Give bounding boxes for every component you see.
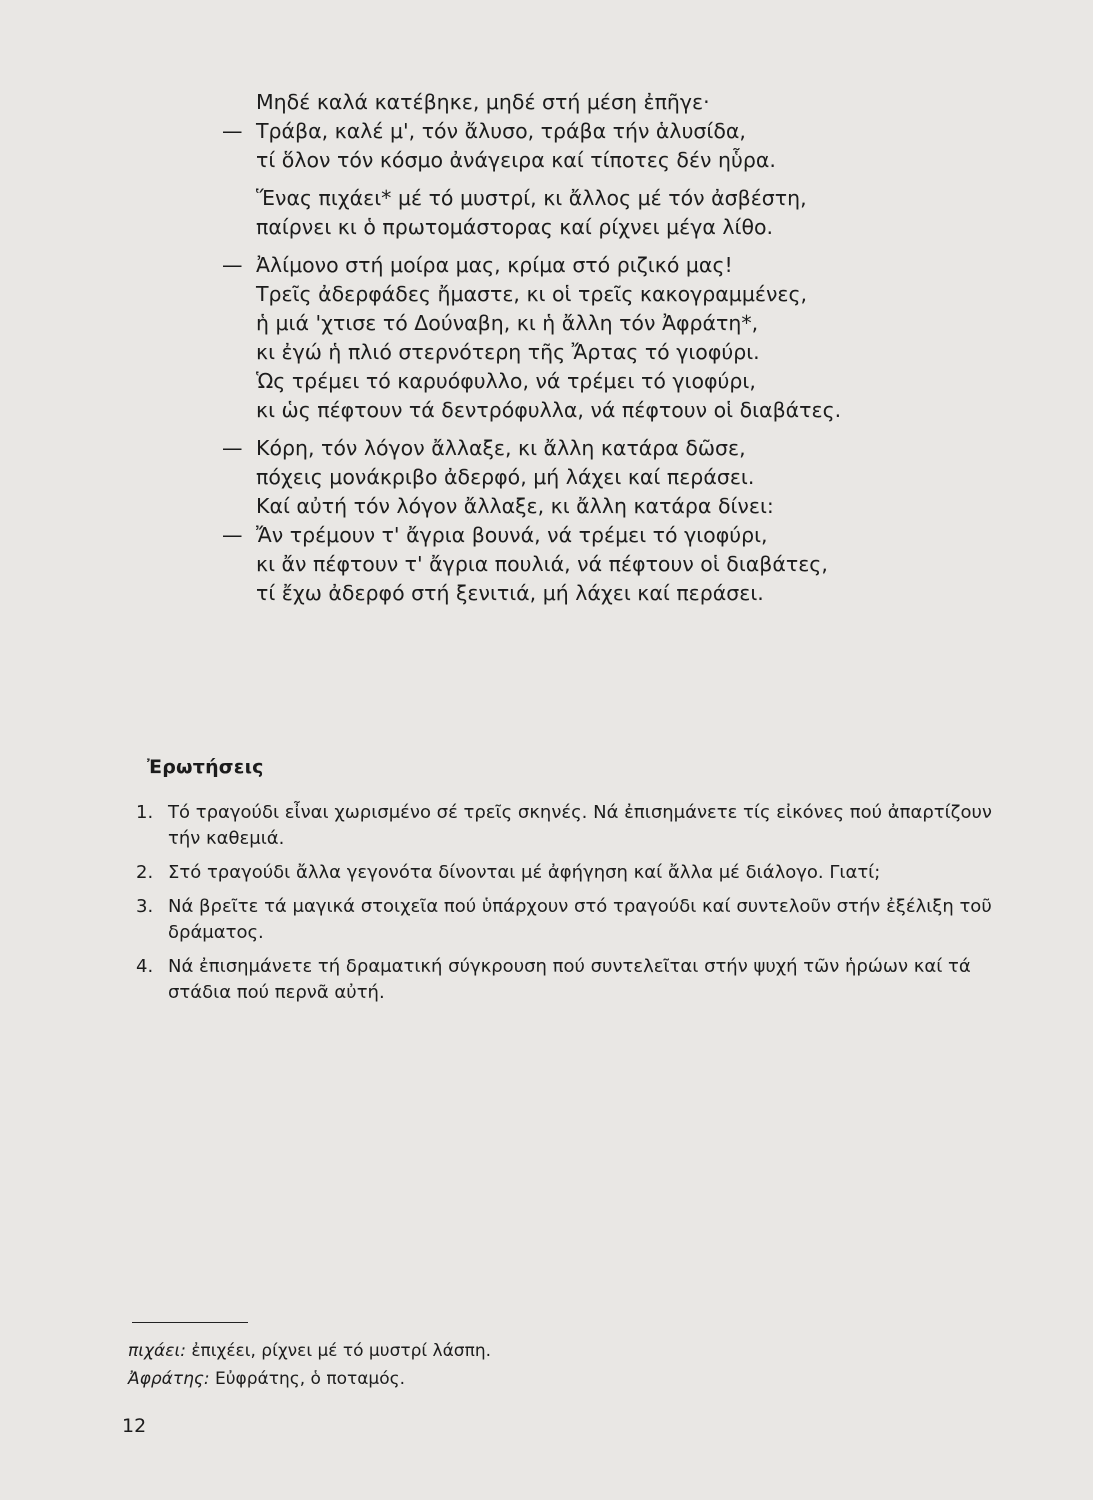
footnote <box>128 1337 491 1365</box>
poem-line <box>0 184 1093 213</box>
dialogue-dash: — <box>222 436 243 460</box>
poem-line <box>0 117 1093 146</box>
poem-line-text: κι ὡς πέφτουν τά δεντρόφυλλα, νά πέφτουν οἱ διαβάτες. <box>256 398 842 422</box>
question-item <box>0 860 1093 886</box>
poem-line-text: Ἀλίμονο στή μοίρα μας, κρίμα στό ριζικό μας! <box>256 253 733 277</box>
poem-line <box>0 309 1093 338</box>
poem-line <box>0 338 1093 367</box>
poem-line <box>0 280 1093 309</box>
poem-line-text: Τρεῖς ἀδερφάδες ἤμαστε, κι οἱ τρεῖς κακογραμμένες, <box>256 282 808 306</box>
poem-line <box>0 88 1093 117</box>
poem-line <box>0 396 1093 425</box>
poem-line-text: τί ἔχω ἀδερφό στή ξενιτιά, μή λάχει καί περάσει. <box>256 581 764 605</box>
question-number: 2. <box>136 862 154 883</box>
poem-line <box>0 213 1093 242</box>
poem-line-text: πόχεις μονάκριβο ἀδερφό, μή λάχει καί περάσει. <box>256 465 755 489</box>
poem-line-text: Καί αὐτή τόν λόγον ἄλλαξε, κι ἄλλη κατάρα δίνει: <box>256 494 774 518</box>
footnote-term: Ἀφράτης: <box>128 1369 210 1389</box>
poem-line <box>0 492 1093 521</box>
question-item <box>0 954 1093 1006</box>
poem-line-text: παίρνει κι ὁ πρωτομάστορας καί ρίχνει μέγα λίθο. <box>256 215 774 239</box>
footnote-divider <box>132 1322 248 1323</box>
poem-line-text: ἡ μιά 'χτισε τό Δούναβη, κι ἡ ἄλλη τόν Ἀφράτη*, <box>256 311 759 335</box>
poem-line-text: τί ὅλον τόν κόσμο ἀνάγειρα καί τίποτες δέν ηὗρα. <box>256 148 776 172</box>
poem-line <box>0 550 1093 579</box>
question-text: Στό τραγούδι ἄλλα γεγονότα δίνονται μέ ἀφήγηση καί ἄλλα μέ διάλογο. Γιατί; <box>168 862 881 883</box>
poem <box>0 88 1093 608</box>
poem-line <box>0 146 1093 175</box>
poem-line-text: Ὡς τρέμει τό καρυόφυλλο, νά τρέμει τό γιοφύρι, <box>256 369 756 393</box>
poem-line <box>0 463 1093 492</box>
dialogue-dash: — <box>222 523 243 547</box>
questions-heading: Ἐρωτήσεις <box>147 756 264 778</box>
poem-line <box>0 521 1093 550</box>
question-number: 3. <box>136 896 154 917</box>
footnote-definition: Εὐφράτης, ὁ ποταμός. <box>214 1369 406 1389</box>
question-item <box>0 800 1093 852</box>
dialogue-dash: — <box>222 119 243 143</box>
footnotes <box>128 1337 491 1393</box>
poem-line-text: κι ἄν πέφτουν τ' ἄγρια πουλιά, νά πέφτουν οἱ διαβάτες, <box>256 552 828 576</box>
poem-line-text: Ἄν τρέμουν τ' ἄγρια βουνά, νά τρέμει τό γιοφύρι, <box>256 523 768 547</box>
dialogue-dash: — <box>222 253 243 277</box>
poem-line <box>0 579 1093 608</box>
footnote <box>128 1365 491 1393</box>
question-text: Τό τραγούδι εἶναι χωρισμένο σέ τρεῖς σκηνές. Νά ἐπισημάνετε τίς εἰκόνες πού ἀπαρτίζουν τήν καθεμιά. <box>168 802 992 849</box>
page-number: 12 <box>122 1415 147 1437</box>
poem-line <box>0 251 1093 280</box>
poem-line <box>0 367 1093 396</box>
question-text: Νά ἐπισημάνετε τή δραματική σύγκρουση πού συντελεῖται στήν ψυχή τῶν ἡρώων καί τά στάδια πού περνᾶ αὐτή. <box>168 956 971 1003</box>
question-number: 1. <box>136 802 154 823</box>
poem-line-text: κι ἐγώ ἡ πλιό στερνότερη τῆς Ἄρτας τό γιοφύρι. <box>256 340 760 364</box>
questions-list <box>0 800 1093 1014</box>
poem-line-text: Ἕνας πιχάει* μέ τό μυστρί, κι ἄλλος μέ τόν ἀσβέστη, <box>256 186 807 210</box>
question-text: Νά βρεῖτε τά μαγικά στοιχεῖα πού ὑπάρχουν στό τραγούδι καί συντελοῦν στήν ἐξέλιξη τοῦ δράματος. <box>168 896 992 943</box>
poem-line-text: Τράβα, καλέ μ', τόν ἄλυσο, τράβα τήν ἁλυσίδα, <box>256 119 746 143</box>
question-item <box>0 894 1093 946</box>
question-number: 4. <box>136 956 154 977</box>
poem-line-text: Κόρη, τόν λόγον ἄλλαξε, κι ἄλλη κατάρα δῶσε, <box>256 436 746 460</box>
poem-line <box>0 434 1093 463</box>
poem-line-text: Μηδέ καλά κατέβηκε, μηδέ στή μέση ἐπῆγε· <box>256 90 710 114</box>
footnote-definition: ἐπιχέει, ρίχνει μέ τό μυστρί λάσπη. <box>191 1341 491 1361</box>
footnote-term: πιχάει: <box>128 1341 186 1361</box>
